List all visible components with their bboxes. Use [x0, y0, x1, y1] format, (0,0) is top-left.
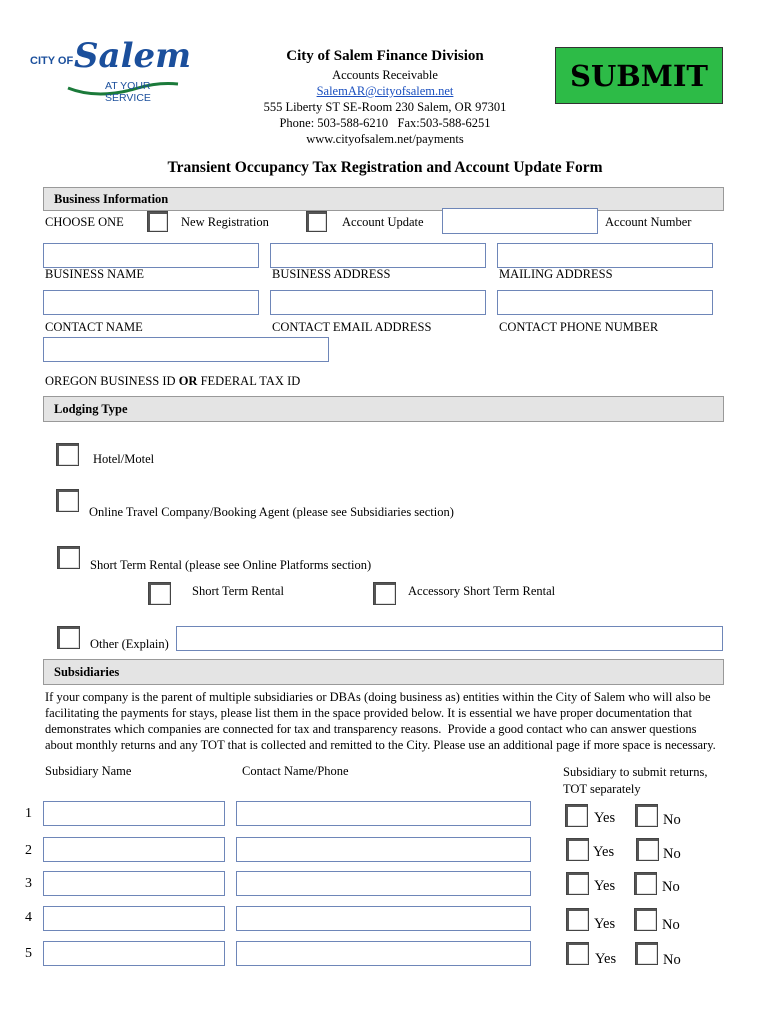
business-info-band: Business Information	[43, 187, 724, 211]
no-checkbox[interactable]	[636, 838, 659, 861]
hotel-label: Hotel/Motel	[93, 452, 155, 466]
city-logo	[28, 36, 193, 104]
yes-label: Yes	[594, 878, 616, 894]
no-checkbox[interactable]	[634, 908, 657, 931]
para-line-1: If your company is the parent of multiple subsidiaries or DBAs (doing business as) entities within the City of Salem who will also be	[45, 690, 711, 704]
dept-name: Accounts Receivable	[332, 68, 438, 82]
para-line-4: about monthly returns and any TOT that is collected and remitted to the City. Please use an additional page if more space is necessary.	[45, 738, 716, 752]
col-returns	[563, 764, 707, 798]
phone-fax: Phone: 503-588-6210 Fax:503-588-6251	[279, 116, 491, 130]
new-registration-checkbox[interactable]	[147, 211, 168, 232]
business-address-label: BUSINESS ADDRESS	[272, 267, 391, 281]
other-explain-input[interactable]	[176, 626, 723, 651]
tax-id-label-or: OR	[178, 374, 198, 388]
other-checkbox[interactable]	[57, 626, 80, 649]
accessory-str-label: Accessory Short Term Rental	[408, 584, 556, 598]
business-address-input[interactable]	[270, 243, 486, 268]
account-number-label: Account Number	[605, 215, 692, 229]
other-label: Other (Explain)	[90, 637, 169, 651]
contact-phone-label: CONTACT PHONE NUMBER	[499, 320, 659, 334]
str-sub-checkbox[interactable]	[148, 582, 171, 605]
yes-checkbox[interactable]	[566, 872, 589, 895]
yes-label: Yes	[593, 844, 615, 860]
mailing-address-input[interactable]	[497, 243, 713, 268]
contact-phone-input[interactable]	[497, 290, 713, 315]
logo-city-of: CITY OF	[30, 55, 74, 67]
no-label: No	[663, 952, 681, 968]
accessory-str-checkbox[interactable]	[373, 582, 396, 605]
subsidiary-name-input[interactable]	[43, 837, 225, 862]
logo-salem: Salem	[74, 36, 192, 76]
subsidiary-contact-input[interactable]	[236, 941, 531, 966]
yes-label: Yes	[595, 951, 617, 967]
contact-email-input[interactable]	[270, 290, 486, 315]
no-label: No	[663, 812, 681, 828]
para-line-2: facilitating the payments for stays, please list them in the space provided below. It is essential we have proper documentation that	[45, 706, 692, 720]
tax-id-label	[45, 374, 300, 389]
org-title: City of Salem Finance Division	[286, 48, 484, 64]
account-update-checkbox[interactable]	[306, 211, 327, 232]
lodging-type-band: Lodging Type	[43, 396, 724, 422]
new-registration-label: New Registration	[181, 215, 269, 229]
no-label: No	[662, 917, 680, 933]
subsidiaries-band: Subsidiaries	[43, 659, 724, 685]
hotel-checkbox[interactable]	[56, 443, 79, 466]
tax-id-label-a: OREGON BUSINESS ID	[45, 374, 179, 388]
tax-id-label-b: FEDERAL TAX ID	[197, 374, 301, 388]
col-contact: Contact Name/Phone	[242, 764, 349, 778]
business-name-input[interactable]	[43, 243, 259, 268]
str-label: Short Term Rental (please see Online Platforms section)	[90, 558, 372, 572]
no-label: No	[662, 879, 680, 895]
subsidiary-name-input[interactable]	[43, 801, 225, 826]
address: 555 Liberty ST SE-Room 230 Salem, OR 97301	[263, 100, 507, 114]
contact-name-label: CONTACT NAME	[45, 320, 143, 334]
submit-button[interactable]: SUBMIT	[555, 47, 723, 104]
subsidiary-contact-input[interactable]	[236, 906, 531, 931]
str-checkbox[interactable]	[57, 546, 80, 569]
col-returns-line-1: Subsidiary to submit returns,	[563, 765, 708, 779]
row-number: 5	[25, 946, 32, 961]
subsidiary-contact-input[interactable]	[236, 801, 531, 826]
yes-checkbox[interactable]	[565, 804, 588, 827]
no-label: No	[663, 846, 681, 862]
row-number: 2	[25, 843, 32, 858]
logo-service: AT YOUR SERVICE	[105, 80, 151, 104]
no-checkbox[interactable]	[635, 804, 658, 827]
row-number: 3	[25, 876, 32, 891]
col-subsidiary-name: Subsidiary Name	[45, 764, 132, 778]
yes-checkbox[interactable]	[566, 908, 589, 931]
otc-label: Online Travel Company/Booking Agent (please see Subsidiaries section)	[89, 505, 454, 519]
contact-name-input[interactable]	[43, 290, 259, 315]
website: www.cityofsalem.net/payments	[306, 132, 464, 146]
yes-checkbox[interactable]	[566, 942, 589, 965]
mailing-address-label: MAILING ADDRESS	[499, 267, 613, 281]
subsidiary-contact-input[interactable]	[236, 871, 531, 896]
no-checkbox[interactable]	[634, 872, 657, 895]
row-number: 4	[25, 910, 32, 925]
col-returns-line-2: TOT separately	[563, 782, 641, 796]
subsidiary-name-input[interactable]	[43, 941, 225, 966]
para-line-3: demonstrates which companies are connected for tax and transparency reasons. Provide a good contact who can answer questions	[45, 722, 697, 736]
choose-one-label: CHOOSE ONE	[45, 215, 124, 229]
row-number: 1	[25, 806, 32, 821]
str-sub-label: Short Term Rental	[192, 584, 284, 598]
yes-label: Yes	[594, 810, 616, 826]
form-title: Transient Occupancy Tax Registration and Account Update Form	[167, 159, 603, 176]
yes-label: Yes	[594, 916, 616, 932]
subsidiary-name-input[interactable]	[43, 906, 225, 931]
business-name-label: BUSINESS NAME	[45, 267, 144, 281]
account-number-input[interactable]	[442, 208, 598, 234]
subsidiary-contact-input[interactable]	[236, 837, 531, 862]
no-checkbox[interactable]	[635, 942, 658, 965]
email-link[interactable]: SalemAR@cityofsalem.net	[316, 84, 454, 98]
tax-id-input[interactable]	[43, 337, 329, 362]
otc-checkbox[interactable]	[56, 489, 79, 512]
subsidiaries-paragraph	[45, 689, 716, 753]
account-update-label: Account Update	[342, 215, 424, 229]
subsidiary-name-input[interactable]	[43, 871, 225, 896]
header-block	[255, 47, 515, 147]
yes-checkbox[interactable]	[566, 838, 589, 861]
contact-email-label: CONTACT EMAIL ADDRESS	[272, 320, 432, 334]
